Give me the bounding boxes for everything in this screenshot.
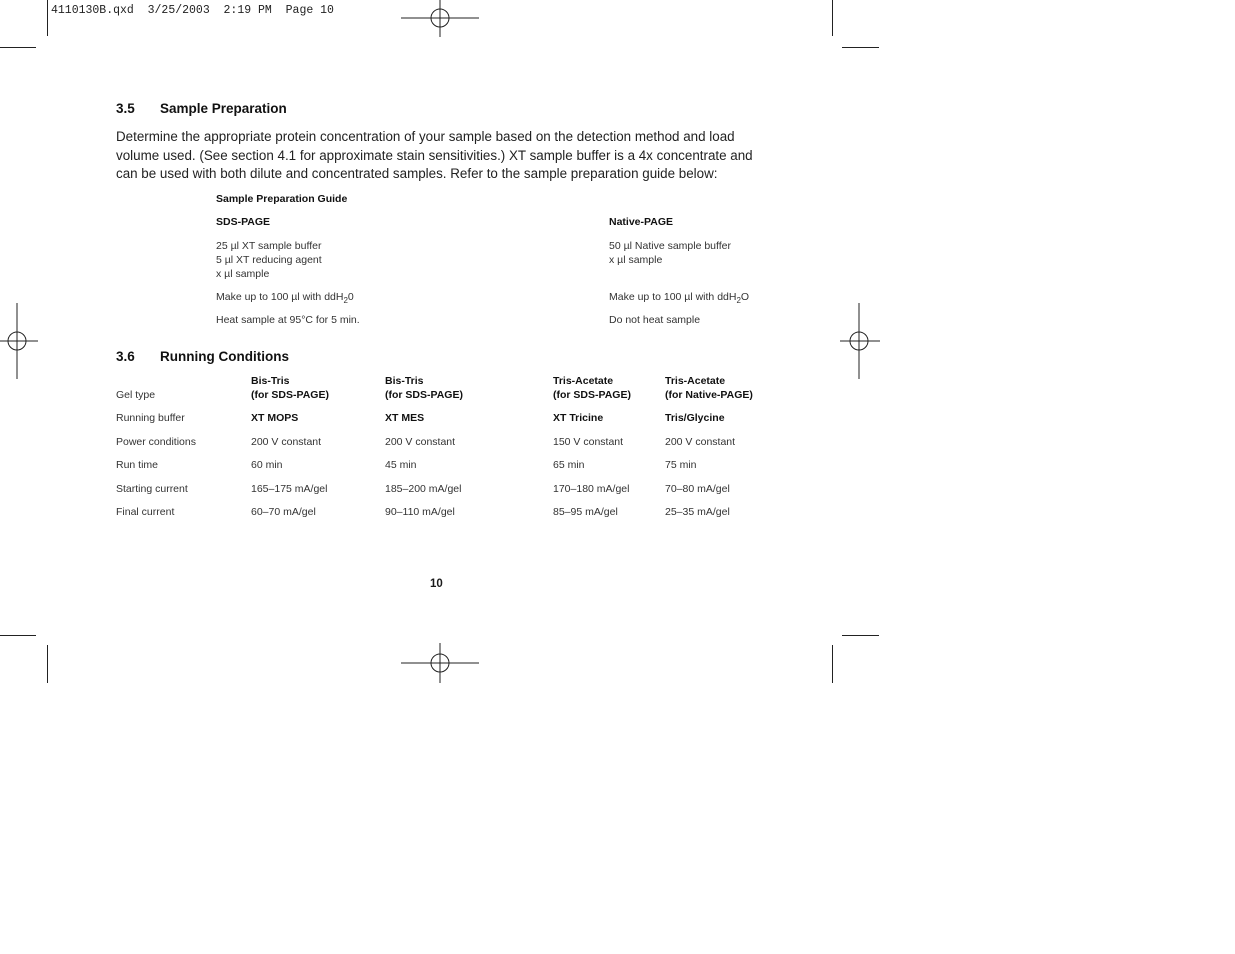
row-label: Running buffer: [116, 412, 185, 424]
sds-line: x µl sample: [216, 268, 270, 280]
column-header-sub: (for SDS-PAGE): [385, 389, 463, 401]
column-header: Tris-Acetate: [665, 375, 726, 387]
native-heading: Native-PAGE: [609, 216, 673, 228]
row-label: Starting current: [116, 483, 188, 495]
sds-line: 25 µl XT sample buffer: [216, 240, 322, 252]
native-makeup-subscript: 2: [736, 296, 741, 305]
native-line: x µl sample: [609, 254, 663, 266]
registration-mark-bottom: [401, 643, 479, 683]
column-header: Bis-Tris: [385, 375, 424, 387]
registration-mark-left: [0, 303, 38, 379]
slug-line: 4110130B.qxd 3/25/2003 2:19 PM Page 10: [51, 4, 334, 17]
table-cell: XT MES: [385, 412, 425, 424]
intro-paragraph: Determine the appropriate protein concentration of your sample based on the detection method and load volume used. (See section 4.1 for approximate stain sensitivities.) XT sample buffer is a 4x concentrate and can be used with both dilute and concentrated samples. Refer to the sample preparation guide below:: [116, 129, 753, 182]
section-title: Sample Preparation: [160, 101, 287, 116]
table-cell: 85–95 mA/gel: [553, 506, 618, 518]
native-makeup-text: Make up to 100 µl with ddH: [609, 291, 737, 303]
sds-heading: SDS-PAGE: [216, 216, 271, 228]
column-header-sub: (for SDS-PAGE): [553, 389, 631, 401]
sds-makeup-suffix: 0: [347, 291, 354, 303]
table-cell: 150 V constant: [553, 436, 624, 448]
table-cell: 165–175 mA/gel: [251, 483, 328, 495]
table-cell: 200 V constant: [251, 436, 322, 448]
table-cell: XT MOPS: [251, 412, 299, 424]
crop-mark-bottom-right-h: [842, 635, 879, 636]
table-cell: 60 min: [251, 459, 283, 471]
native-heat: Do not heat sample: [609, 314, 701, 326]
column-header: Bis-Tris: [251, 375, 290, 387]
crop-mark-top-right-v: [832, 0, 833, 36]
column-header: Tris-Acetate: [553, 375, 614, 387]
table-cell: 75 min: [665, 459, 697, 471]
table-cell: 70–80 mA/gel: [665, 483, 730, 495]
native-line: 50 µl Native sample buffer: [609, 240, 732, 252]
section-number: 3.6: [116, 349, 135, 364]
section-number: 3.5: [116, 101, 135, 116]
crop-mark-top-left-h: [0, 47, 36, 48]
crop-mark-bottom-right-v: [832, 645, 833, 683]
column-header-sub: (for Native-PAGE): [665, 389, 753, 401]
native-makeup: [609, 290, 749, 304]
crop-mark-top-right-h: [842, 47, 879, 48]
crop-mark-bottom-left-h: [0, 635, 36, 636]
sds-heat: Heat sample at 95°C for 5 min.: [216, 314, 360, 326]
registration-mark-top: [401, 0, 479, 38]
row-label: Final current: [116, 506, 175, 518]
table-cell: 65 min: [553, 459, 585, 471]
sds-line: 5 µl XT reducing agent: [216, 254, 322, 266]
sds-makeup: [216, 290, 354, 304]
table-cell: 200 V constant: [665, 436, 736, 448]
section-title: Running Conditions: [160, 349, 289, 364]
table-cell: 25–35 mA/gel: [665, 506, 730, 518]
row-label: Power conditions: [116, 436, 196, 448]
crop-mark-top-left-v: [47, 0, 48, 36]
table-cell: XT Tricine: [553, 412, 604, 424]
registration-mark-right: [840, 303, 880, 379]
table-cell: 90–110 mA/gel: [385, 506, 455, 518]
sds-makeup-text: Make up to 100 µl with ddH: [216, 291, 344, 303]
table-cell: 200 V constant: [385, 436, 456, 448]
table-cell: 170–180 mA/gel: [553, 483, 630, 495]
row-label: Gel type: [116, 389, 156, 401]
guide-title: Sample Preparation Guide: [216, 193, 348, 205]
table-cell: 60–70 mA/gel: [251, 506, 316, 518]
crop-mark-bottom-left-v: [47, 645, 48, 683]
table-cell: 45 min: [385, 459, 417, 471]
column-header-sub: (for SDS-PAGE): [251, 389, 329, 401]
sds-makeup-subscript: 2: [343, 296, 348, 305]
page-number: 10: [430, 578, 443, 590]
table-cell: Tris/Glycine: [665, 412, 725, 424]
row-label: Run time: [116, 459, 159, 471]
table-cell: 185–200 mA/gel: [385, 483, 462, 495]
native-makeup-suffix: O: [740, 291, 750, 303]
